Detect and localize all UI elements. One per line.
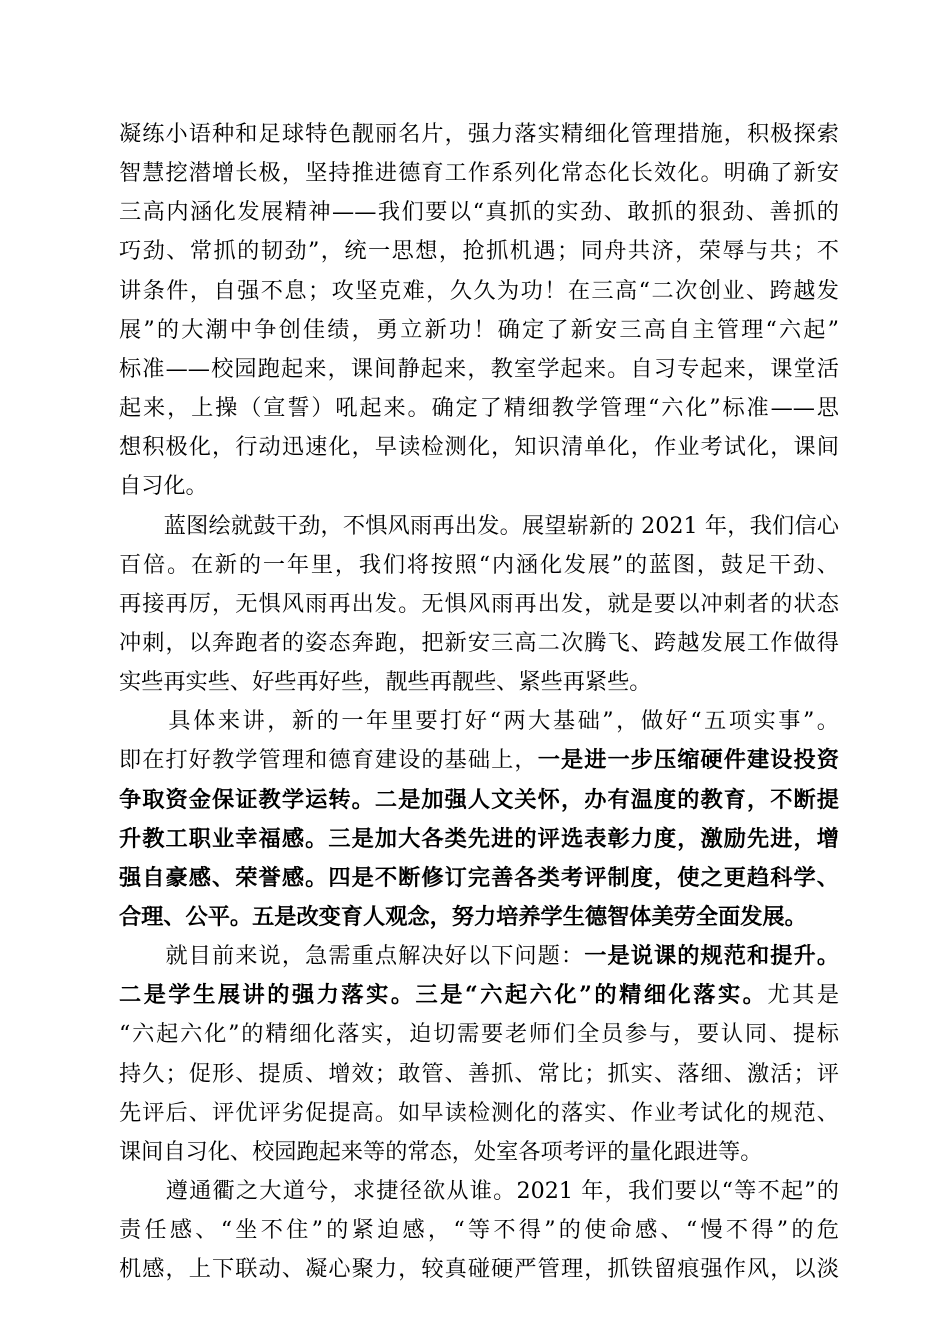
text-line [119,508,839,544]
text-line [119,860,839,896]
text-segment: 尤其是 [767,982,839,1009]
bold-text-segment: 合理、公平。五是改变育人观念，努力培养学生德智体美劳全面发展。 [119,904,807,930]
text-line [119,1212,839,1248]
text-segment: 遵通衢之大道兮，求捷径欲从谁。2021 年，我们要以“等不起”的 [119,1178,839,1205]
text-segment: 蓝图绘就鼓干劲，不惧风雨再出发。展望崭新的 2021 年，我们信心 [119,512,839,539]
text-line [119,547,839,583]
text-segment: 责任感、“坐不住”的紧迫感，“等不得”的使命感、“慢不得”的危 [119,1217,839,1244]
bold-text-segment: 升教工职业幸福感。三是加大各类先进的评选表彰力度，激励先进，增 [119,825,839,852]
text-segment: 持久；促形、提质、增效；敢管、善抓、常比；抓实、落细、激活；评 [119,1060,839,1087]
text-segment: 起来，上操（宣誓）吼起来。确定了精细教学管理“六化”标准——思 [119,395,839,422]
text-line [119,273,839,309]
text-line [119,664,839,700]
text-segment: 冲刺，以奔跑者的姿态奔跑，把新安三高二次腾飞、跨越发展工作做得 [119,629,839,656]
text-line [119,899,839,935]
text-segment: 想积极化，行动迅速化，早读检测化，知识清单化，作业考试化，课间 [119,434,839,461]
bold-text-segment: 一是说课的规范和提升。 [584,943,839,970]
text-line [119,1095,839,1131]
text-segment: 讲条件，自强不息；攻坚克难，久久为功！在三高“二次创业、跨越发 [119,277,839,304]
text-line [119,468,839,504]
text-segment: 即在打好教学管理和德育建设的基础上， [119,747,538,774]
text-segment: 再接再厉，无惧风雨再出发。无惧风雨再出发，就是要以冲刺者的状态 [119,590,839,617]
text-line [119,351,839,387]
text-line [119,233,839,269]
text-line [119,821,839,857]
bold-text-segment: 强自豪感、荣誉感。四是不断修订完善各类考评制度，使之更趋科学、 [119,864,839,891]
text-segment: 就目前来说，急需重点解决好以下问题： [119,943,585,970]
text-line [119,742,839,778]
text-line [119,782,839,818]
text-segment: 标准——校园跑起来，课间静起来，教室学起来。自习专起来，课堂活 [119,355,839,382]
text-line [119,390,839,426]
bold-text-segment: 二是学生展讲的强力落实。三是“六起六化”的精细化落实。 [119,982,768,1009]
text-line [119,1056,839,1092]
text-line [119,155,839,191]
bold-text-segment: 一是进一步压缩硬件建设投资 [537,747,839,774]
text-line [119,1134,839,1170]
text-segment: 百倍。在新的一年里，我们将按照“内涵化发展”的蓝图，鼓足干劲、 [119,551,839,578]
text-segment: 展”的大潮中争创佳绩，勇立新功！确定了新安三高自主管理“六起” [119,316,839,343]
text-line [119,1173,839,1209]
text-line [119,116,839,152]
text-segment: 凝练小语种和足球特色靓丽名片，强力落实精细化管理措施，积极探索 [119,121,839,147]
text-segment: 智慧挖潜增长极，坚持推进德育工作系列化常态化长效化。明确了新安 [119,160,839,187]
text-line [119,938,839,974]
text-segment: 实些再实些、好些再好些，靓些再靓些、紧些再紧些。 [119,669,652,696]
text-segment: 先评后、评优评劣促提高。如早读检测化的落实、作业考试化的规范、 [119,1099,839,1126]
bold-text-segment: 争取资金保证教学运转。二是加强人文关怀，办有温度的教育，不断提 [119,786,839,813]
text-segment: 自习化。 [119,473,208,500]
text-line [119,586,839,622]
text-segment: 具体来讲，新的一年里要打好“两大基础”，做好“五项实事”。 [119,708,839,735]
text-line [119,703,839,739]
text-line [119,194,839,230]
text-segment: 巧劲、常抓的韧劲”，统一思想，抢抓机遇；同舟共济，荣辱与共；不 [119,238,839,265]
text-segment: 课间自习化、校园跑起来等的常态，处室各项考评的量化跟进等。 [119,1138,763,1165]
text-line [119,312,839,348]
text-line [119,625,839,661]
text-segment: “六起六化”的精细化落实，迫切需要老师们全员参与，要认同、提标 [119,1021,839,1048]
text-line [119,977,839,1013]
text-segment: 三高内涵化发展精神——我们要以“真抓的实劲、敢抓的狠劲、善抓的 [119,199,839,226]
text-line [119,1016,839,1052]
text-line [119,1251,839,1287]
text-segment: 机感，上下联动、凝心聚力，较真碰硬严管理，抓铁留痕强作风，以淡 [119,1256,839,1283]
text-line [119,429,839,465]
